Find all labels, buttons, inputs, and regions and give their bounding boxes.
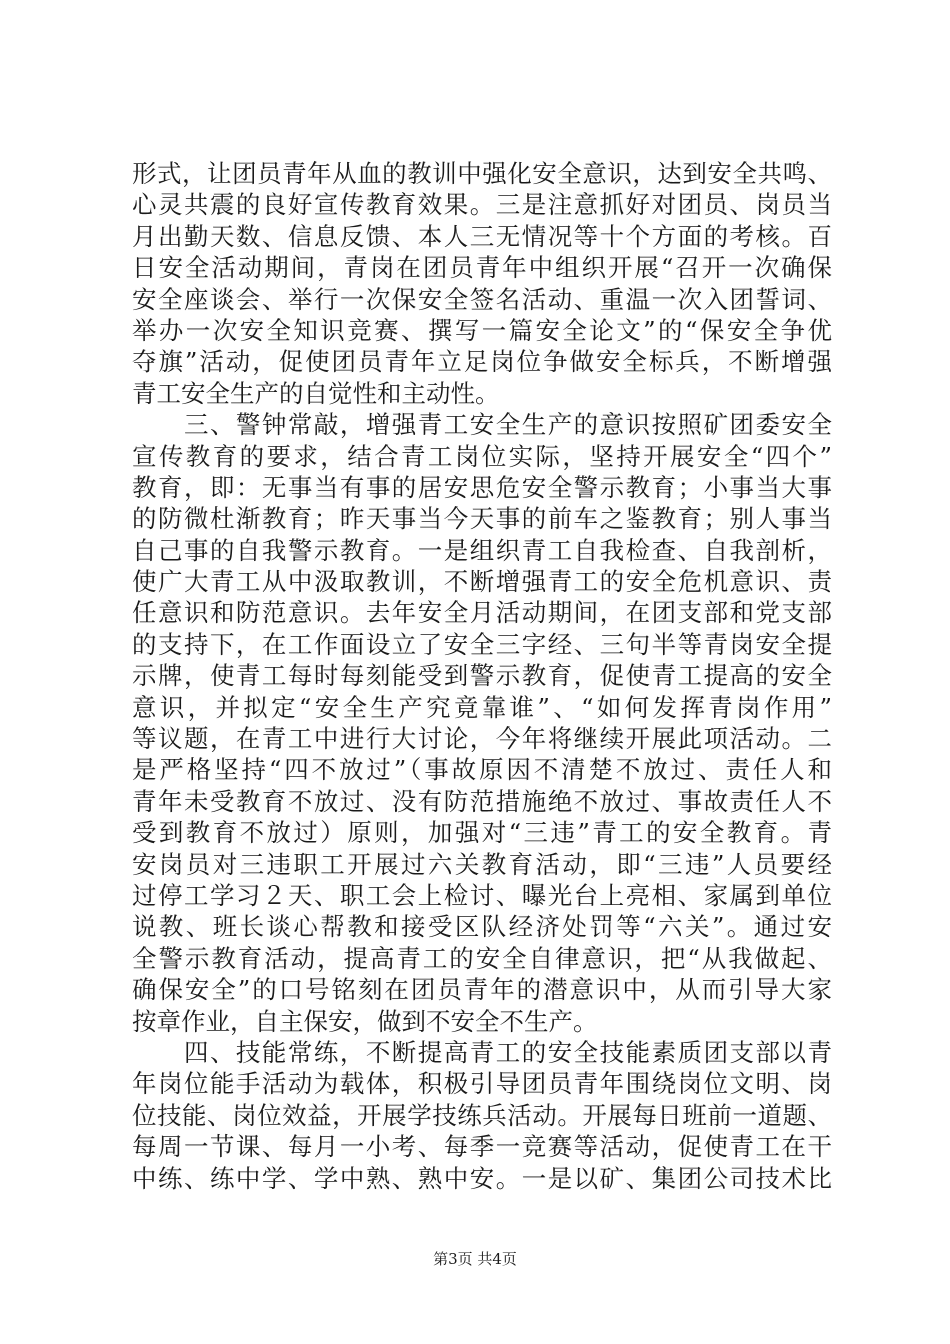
text-line: 任意识和防范意识。去年安全月活动期间，在团支部和党支部 bbox=[132, 598, 832, 628]
text-line: 年岗位能手活动为载体，积极引导团员青年围绕岗位文明、岗 bbox=[132, 1069, 832, 1099]
text-line: 示牌，使青工每时每刻能受到警示教育，促使青工提高的安全 bbox=[132, 661, 832, 691]
text-line: 说教、班长谈心帮教和接受区队经济处罚等“六关”。通过安 bbox=[132, 912, 832, 942]
text-line: 宣传教育的要求，结合青工岗位实际，坚持开展安全“四个” bbox=[132, 441, 832, 471]
text-line: 的支持下，在工作面设立了安全三字经、三句半等青岗安全提 bbox=[132, 629, 832, 659]
text-line: 安全座谈会、举行一次保安全签名活动、重温一次入团誓词、 bbox=[132, 284, 832, 314]
text-line: 确保安全”的口号铭刻在团员青年的潜意识中，从而引导大家 bbox=[132, 975, 832, 1005]
text-line: 青年未受教育不放过、没有防范措施绝不放过、事故责任人不 bbox=[132, 786, 832, 816]
text-line: 形式，让团员青年从血的教训中强化安全意识，达到安全共鸣、 bbox=[132, 159, 832, 188]
text-line: 等议题，在青工中进行大讨论，今年将继续开展此项活动。二 bbox=[132, 724, 832, 754]
text-line: 的防微杜渐教育；昨天事当今天事的前车之鉴教育；别人事当 bbox=[132, 504, 832, 534]
text-line: 受到教育不放过）原则，加强对“三违”青工的安全教育。青 bbox=[132, 818, 832, 848]
text-line: 安岗员对三违职工开展过六关教育活动，即“三违”人员要经 bbox=[132, 849, 832, 879]
text-line: 意识，并拟定“安全生产究竟靠谁”、“如何发挥青岗作用” bbox=[132, 692, 832, 722]
text-line: 中练、练中学、学中熟、熟中安。一是以矿、集团公司技术比 bbox=[132, 1163, 832, 1193]
document-body bbox=[132, 158, 832, 1194]
text-line: 全警示教育活动，提高青工的安全自律意识，把“从我做起、 bbox=[132, 943, 832, 973]
text-line: 心灵共震的良好宣传教育效果。三是注意抓好对团员、岗员当 bbox=[132, 190, 832, 220]
text-line: 自己事的自我警示教育。一是组织青工自我检查、自我剖析， bbox=[132, 535, 832, 565]
text-line: 位技能、岗位效益，开展学技练兵活动。开展每日班前一道题、 bbox=[132, 1100, 832, 1130]
text-line: 按章作业，自主保安，做到不安全不生产。 bbox=[132, 1006, 598, 1036]
text-line: 是严格坚持“四不放过”（事故原因不清楚不放过、责任人和 bbox=[132, 755, 832, 785]
text-line: 每周一节课、每月一小考、每季一竞赛等活动，促使青工在干 bbox=[132, 1132, 832, 1162]
text-line: 青工安全生产的自觉性和主动性。 bbox=[132, 378, 500, 408]
text-line: 三、警钟常敲，增强青工安全生产的意识按照矿团委安全 bbox=[132, 410, 832, 440]
text-line: 举办一次安全知识竞赛、撰写一篇安全论文”的“保安全争优 bbox=[132, 315, 832, 345]
text-line: 过停工学习２天、职工会上检讨、曝光台上亮相、家属到单位 bbox=[132, 880, 832, 910]
text-line: 夺旗”活动，促使团员青年立足岗位争做安全标兵，不断增强 bbox=[132, 347, 832, 377]
text-line: 日安全活动期间，青岗在团员青年中组织开展“召开一次确保 bbox=[132, 253, 832, 283]
text-line: 使广大青工从中汲取教训，不断增强青工的安全危机意识、责 bbox=[132, 567, 832, 597]
text-line: 四、技能常练，不断提高青工的安全技能素质团支部以青 bbox=[132, 1037, 832, 1067]
page-number-footer: 第3页 共4页 bbox=[433, 1250, 517, 1268]
text-line: 月出勤天数、信息反馈、本人三无情况等十个方面的考核。百 bbox=[132, 221, 832, 251]
text-line: 教育，即：无事当有事的居安思危安全警示教育；小事当大事 bbox=[132, 472, 832, 502]
